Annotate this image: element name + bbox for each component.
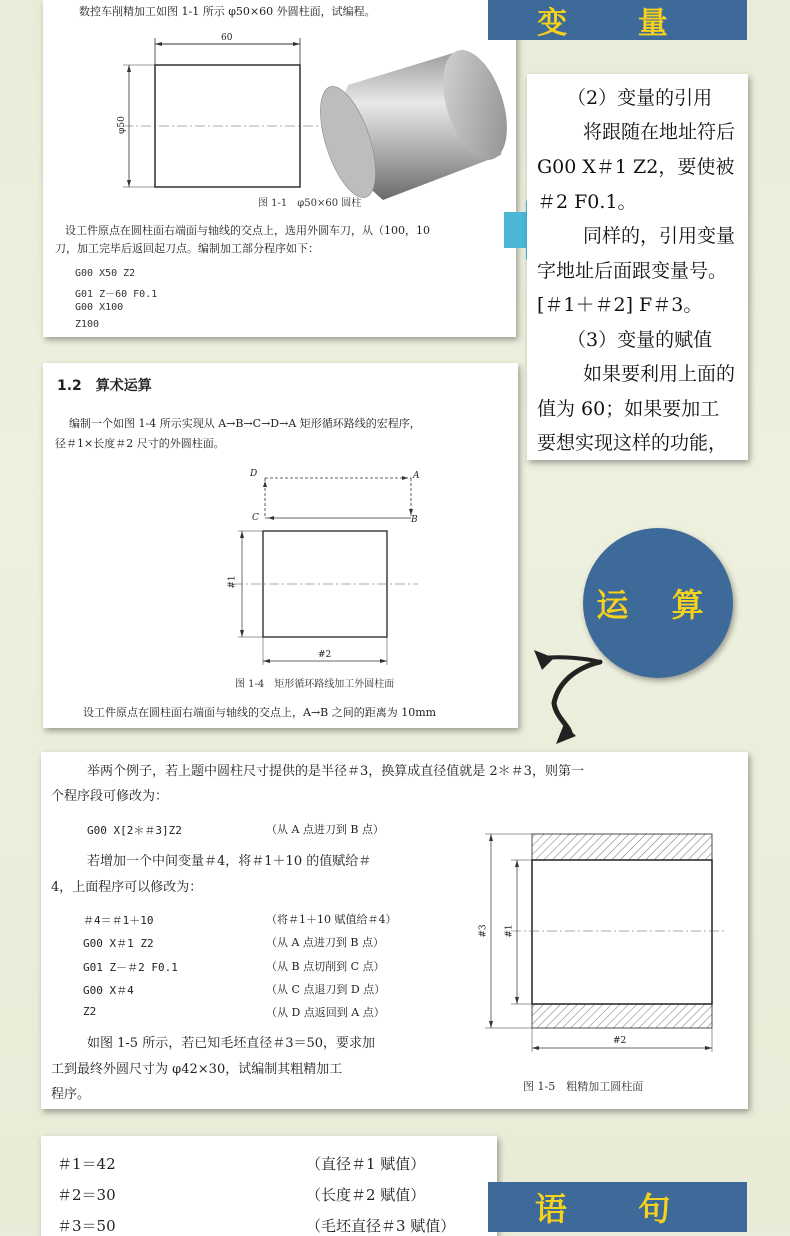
code-note: （从 B 点切削到 C 点） — [266, 960, 385, 973]
code-line: ＃3＝50 — [57, 1217, 116, 1235]
code-line: Z2 — [83, 1005, 97, 1018]
code-note: （从 A 点进刀到 B 点） — [266, 823, 385, 836]
code-line: ＃4＝＃1＋10 — [83, 914, 154, 927]
text-line: 值为 60；如果要加工 — [537, 398, 720, 420]
point-label-a: A — [413, 471, 420, 481]
panel4-para-7: 程序。 — [51, 1087, 91, 1102]
panel4-para-1: 举两个例子，若上题中圆柱尺寸提供的是半径＃3，换算成直径值就是 2＊＃3，则第一 — [87, 764, 584, 779]
code-note: （从 C 点退刀到 D 点） — [266, 983, 386, 996]
code-line: Z100 — [75, 319, 100, 330]
panel4-para-2: 个程序段可修改为： — [51, 789, 169, 804]
dim-dia-label: φ50 — [116, 116, 127, 134]
text-line: （3）变量的赋值 — [567, 329, 713, 351]
point-label-c: C — [252, 513, 259, 523]
figure-caption: 图 1-4 矩形循环路线加工外圆柱面 — [235, 679, 395, 690]
point-label-b: B — [411, 515, 418, 525]
dim-1-label: #1 — [504, 924, 515, 938]
rough-finish-diagram — [471, 822, 731, 1082]
section-tag-variables: 变 量 — [488, 0, 747, 40]
panel4-para-5: 如图 1-5 所示，若已知毛坯直径＃3＝50，要求加 — [87, 1036, 376, 1051]
panel1-desc-2: 刀，加工完毕后返回起刀点。编制加工部分程序如下： — [55, 242, 319, 255]
code-line: G00 X[2＊＃3]Z2 — [87, 824, 182, 837]
code-line: ＃2＝30 — [57, 1186, 116, 1204]
panel4-para-6: 工到最终外圆尺寸为 φ42×30，试编制其粗精加工 — [51, 1062, 343, 1077]
curved-arrow-icon — [530, 648, 610, 748]
text-line: [＃1＋＃2] F＃3。 — [537, 294, 703, 316]
examples-panel — [41, 752, 748, 1109]
assignment-panel — [41, 1136, 497, 1236]
dim-2-label: #2 — [613, 1036, 627, 1046]
code-line: G00 X＃1 Z2 — [83, 937, 154, 950]
text-line: 将跟随在地址符后 — [583, 121, 736, 143]
panel4-para-3: 若增加一个中间变量＃4，将＃1＋10 的值赋给＃ — [87, 854, 372, 869]
dim-1-label: #1 — [227, 575, 238, 589]
code-note: （毛坯直径＃3 赋值） — [306, 1217, 456, 1235]
panel1-desc-1: 设工件原点在圆柱面右端面与轴线的交点上，选用外圆车刀，从（100，10 — [65, 224, 430, 237]
text-line: ＃2 F0.1。 — [537, 191, 637, 213]
section-heading: 1.2 算术运算 — [57, 378, 152, 394]
code-line: G01 Z－60 F0.1 — [75, 289, 158, 300]
code-note: （从 D 点返回到 A 点） — [266, 1006, 385, 1019]
arithmetic-panel — [43, 363, 518, 728]
panel3-para-1: 编制一个如图 1-4 所示实现从 A→B→C→D→A 矩形循环路线的宏程序， — [69, 417, 421, 430]
dim-3-label: #3 — [478, 924, 489, 938]
code-line: G01 Z－＃2 F0.1 — [83, 961, 178, 974]
code-note: （长度＃2 赋值） — [306, 1186, 426, 1204]
code-line: G00 X50 Z2 — [75, 268, 136, 279]
panel3-para-2: 径＃1×长度＃2 尺寸的外圆柱面。 — [55, 437, 225, 450]
cylinder-drawing — [43, 20, 516, 220]
text-line: 要想实现这样的功能， — [537, 432, 728, 454]
text-line: 字地址后面跟变量号。 — [537, 260, 728, 282]
figure-1-1-panel — [43, 0, 516, 337]
dim-length-label: 60 — [221, 33, 233, 43]
dim-2-label: #2 — [318, 650, 332, 660]
code-note: （将＃1＋10 赋值给＃4） — [266, 913, 397, 926]
code-note: （直径＃1 赋值） — [306, 1155, 426, 1173]
tag-label: 运 算 — [596, 586, 720, 624]
panel4-para-4: 4，上面程序可以修改为： — [51, 880, 203, 895]
code-line: ＃1＝42 — [57, 1155, 116, 1173]
text-line: 同样的，引用变量 — [583, 225, 736, 247]
panel3-bottom-text: 设工件原点在圆柱面右端面与轴线的交点上，A→B 之间的距离为 10mm — [83, 706, 437, 719]
code-line: G00 X＃4 — [83, 984, 134, 997]
section-tag-statements: 语 句 — [488, 1182, 747, 1232]
text-line: G00 X＃1 Z2，要使被 — [537, 156, 735, 178]
code-line: G00 X100 — [75, 302, 124, 313]
figure-caption: 图 1-1 φ50×60 圆柱 — [258, 198, 362, 209]
rect-path-diagram — [43, 463, 518, 703]
panel1-intro: 数控车削精加工如图 1-1 所示 φ50×60 外圆柱面，试编程。 — [79, 5, 376, 18]
variable-reference-panel — [527, 74, 748, 460]
code-note: （从 A 点进刀到 B 点） — [266, 936, 385, 949]
figure-caption: 图 1-5 粗精加工圆柱面 — [523, 1080, 644, 1093]
text-line: 如果要利用上面的 — [583, 363, 736, 385]
point-label-d: D — [250, 469, 258, 479]
text-line: （2）变量的引用 — [567, 87, 713, 109]
